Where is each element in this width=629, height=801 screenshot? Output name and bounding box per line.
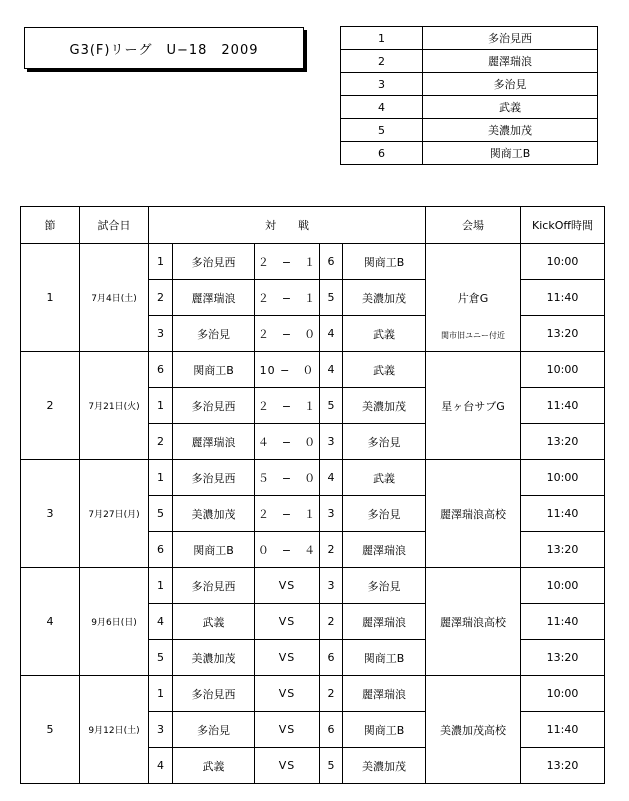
away-team-number: 2 <box>320 676 343 712</box>
match-date: 7月21日(火) <box>80 352 149 460</box>
kickoff-time: 11:40 <box>521 388 605 424</box>
away-team-name: 多治見 <box>343 568 426 604</box>
team-number: 4 <box>341 96 423 119</box>
venue-note: 関市旧ユニー付近 <box>441 331 505 340</box>
venue-name: 片倉G <box>457 291 489 305</box>
away-team-name: 武義 <box>343 316 426 352</box>
home-team-number: 5 <box>149 496 173 532</box>
match-row <box>21 676 605 712</box>
home-team-name: 多治見西 <box>173 568 255 604</box>
away-team-name: 麗澤瑞浪 <box>343 532 426 568</box>
away-team-name: 麗澤瑞浪 <box>343 676 426 712</box>
team-name: 麗澤瑞浪 <box>423 50 598 73</box>
away-team-name: 武義 <box>343 460 426 496</box>
kickoff-time: 11:40 <box>521 280 605 316</box>
kickoff-time: 13:20 <box>521 640 605 676</box>
home-team-number: 4 <box>149 748 173 784</box>
away-team-name: 関商工B <box>343 244 426 280</box>
away-team-number: 3 <box>320 496 343 532</box>
team-name: 美濃加茂 <box>423 119 598 142</box>
away-team-number: 5 <box>320 748 343 784</box>
home-team-number: 3 <box>149 316 173 352</box>
away-team-name: 多治見 <box>343 424 426 460</box>
team-row <box>341 96 598 119</box>
kickoff-time: 13:20 <box>521 316 605 352</box>
team-list <box>340 26 598 165</box>
away-team-name: 武義 <box>343 352 426 388</box>
round-number: 5 <box>21 676 80 784</box>
round-number: 4 <box>21 568 80 676</box>
home-team-number: 1 <box>149 568 173 604</box>
away-team-number: 2 <box>320 532 343 568</box>
header-match: 対 戦 <box>149 207 426 244</box>
home-team-number: 5 <box>149 640 173 676</box>
header-round: 節 <box>21 207 80 244</box>
home-team-name: 多治見 <box>173 712 255 748</box>
home-team-name: 美濃加茂 <box>173 640 255 676</box>
home-team-number: 6 <box>149 352 173 388</box>
home-team-number: 1 <box>149 460 173 496</box>
home-team-name: 美濃加茂 <box>173 496 255 532</box>
kickoff-time: 13:20 <box>521 424 605 460</box>
home-team-number: 2 <box>149 280 173 316</box>
team-name: 関商工B <box>423 142 598 165</box>
away-team-name: 関商工B <box>343 640 426 676</box>
match-score: VS <box>255 748 320 784</box>
home-team-number: 3 <box>149 712 173 748</box>
kickoff-time: 10:00 <box>521 460 605 496</box>
venue-cell <box>426 676 521 784</box>
team-row <box>341 27 598 50</box>
match-score: VS <box>255 640 320 676</box>
kickoff-time: 10:00 <box>521 352 605 388</box>
kickoff-time: 11:40 <box>521 496 605 532</box>
team-row <box>341 142 598 165</box>
home-team-name: 麗澤瑞浪 <box>173 424 255 460</box>
match-score: 10 − ０ <box>255 352 320 388</box>
match-score: VS <box>255 712 320 748</box>
team-row <box>341 73 598 96</box>
match-date: 9月12日(土) <box>80 676 149 784</box>
home-team-number: 1 <box>149 676 173 712</box>
team-name: 多治見西 <box>423 27 598 50</box>
team-name: 多治見 <box>423 73 598 96</box>
header-kickoff: KickOff時間 <box>521 207 605 244</box>
header-venue: 会場 <box>426 207 521 244</box>
away-team-number: 4 <box>320 460 343 496</box>
venue-cell <box>426 568 521 676</box>
venue-cell <box>426 352 521 460</box>
round-number: 3 <box>21 460 80 568</box>
match-row <box>21 460 605 496</box>
match-score: ２ − １ <box>255 388 320 424</box>
away-team-number: 6 <box>320 244 343 280</box>
round-number: 1 <box>21 244 80 352</box>
home-team-number: 1 <box>149 244 173 280</box>
away-team-number: 4 <box>320 352 343 388</box>
kickoff-time: 11:40 <box>521 712 605 748</box>
away-team-name: 美濃加茂 <box>343 388 426 424</box>
team-number: 3 <box>341 73 423 96</box>
home-team-name: 武義 <box>173 748 255 784</box>
match-score: VS <box>255 604 320 640</box>
round-number: 2 <box>21 352 80 460</box>
team-number: 1 <box>341 27 423 50</box>
home-team-number: 4 <box>149 604 173 640</box>
team-name: 武義 <box>423 96 598 119</box>
away-team-number: 6 <box>320 712 343 748</box>
match-score: ０ − ４ <box>255 532 320 568</box>
match-score: VS <box>255 568 320 604</box>
team-row <box>341 119 598 142</box>
venue-name: 星ヶ台サブG <box>441 399 505 413</box>
kickoff-time: 13:20 <box>521 532 605 568</box>
header-date: 試合日 <box>80 207 149 244</box>
kickoff-time: 10:00 <box>521 568 605 604</box>
page-title: G3(F)リーグ U−18 2009 <box>24 27 304 69</box>
match-score: ４ − ０ <box>255 424 320 460</box>
team-number: 6 <box>341 142 423 165</box>
venue-name: 麗澤瑞浪高校 <box>440 507 506 521</box>
match-score: ２ − １ <box>255 496 320 532</box>
match-date: 7月27日(月) <box>80 460 149 568</box>
away-team-name: 多治見 <box>343 496 426 532</box>
away-team-number: 2 <box>320 604 343 640</box>
home-team-number: 6 <box>149 532 173 568</box>
away-team-number: 3 <box>320 424 343 460</box>
match-row <box>21 352 605 388</box>
away-team-number: 5 <box>320 388 343 424</box>
venue-cell <box>426 460 521 568</box>
home-team-name: 関商工B <box>173 532 255 568</box>
venue-name: 美濃加茂高校 <box>440 723 506 737</box>
venue-name: 麗澤瑞浪高校 <box>440 615 506 629</box>
home-team-name: 麗澤瑞浪 <box>173 280 255 316</box>
home-team-number: 1 <box>149 388 173 424</box>
home-team-name: 武義 <box>173 604 255 640</box>
away-team-number: 6 <box>320 640 343 676</box>
match-score: ２ − ０ <box>255 316 320 352</box>
kickoff-time: 11:40 <box>521 604 605 640</box>
kickoff-time: 10:00 <box>521 244 605 280</box>
away-team-number: 4 <box>320 316 343 352</box>
away-team-number: 5 <box>320 280 343 316</box>
match-row <box>21 568 605 604</box>
match-score: ２ − １ <box>255 280 320 316</box>
match-score: VS <box>255 676 320 712</box>
away-team-name: 関商工B <box>343 712 426 748</box>
away-team-name: 美濃加茂 <box>343 748 426 784</box>
home-team-number: 2 <box>149 424 173 460</box>
venue-cell <box>426 244 521 352</box>
home-team-name: 多治見西 <box>173 388 255 424</box>
match-score: ２ − １ <box>255 244 320 280</box>
home-team-name: 関商工B <box>173 352 255 388</box>
away-team-number: 3 <box>320 568 343 604</box>
home-team-name: 多治見西 <box>173 244 255 280</box>
home-team-name: 多治見西 <box>173 460 255 496</box>
team-row <box>341 50 598 73</box>
kickoff-time: 10:00 <box>521 676 605 712</box>
match-row <box>21 244 605 280</box>
home-team-name: 多治見西 <box>173 676 255 712</box>
match-date: 9月6日(日) <box>80 568 149 676</box>
kickoff-time: 13:20 <box>521 748 605 784</box>
team-number: 2 <box>341 50 423 73</box>
match-score: ５ − ０ <box>255 460 320 496</box>
header-row <box>21 207 605 244</box>
away-team-name: 麗澤瑞浪 <box>343 604 426 640</box>
schedule-table <box>20 206 605 784</box>
home-team-name: 多治見 <box>173 316 255 352</box>
team-number: 5 <box>341 119 423 142</box>
match-date: 7月4日(土) <box>80 244 149 352</box>
away-team-name: 美濃加茂 <box>343 280 426 316</box>
